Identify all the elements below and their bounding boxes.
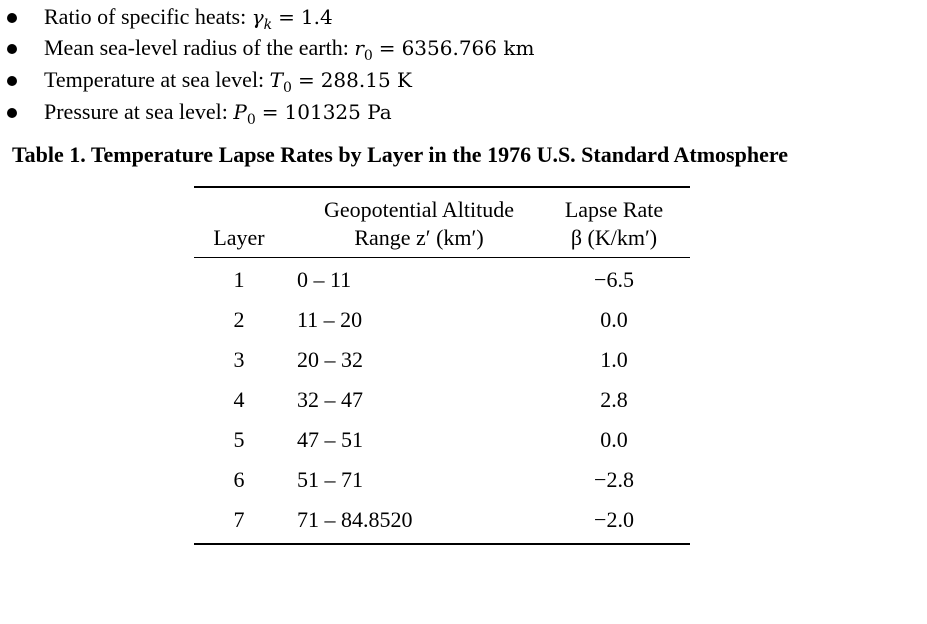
list-item-value: 101325 Pa (284, 100, 392, 124)
list-item (0, 97, 900, 127)
cell-range: 0 – 11 (297, 267, 352, 292)
table-row (194, 340, 690, 380)
equals-sign: = (261, 100, 279, 124)
math-subscript: 0 (283, 80, 292, 96)
header-lapse-rate (549, 196, 679, 252)
math-subscript: 0 (363, 48, 373, 64)
table-row (194, 380, 690, 420)
equals-sign: = (278, 5, 295, 29)
list-item-text (44, 33, 534, 66)
math-subscript: k (263, 17, 273, 33)
list-item-label: Pressure at sea level: (44, 99, 234, 124)
list-item-label: Ratio of specific heats: (44, 4, 252, 29)
table-caption: Table 1. Temperature Lapse Rates by Layer in the 1976 U.S. Standard Atmosphere (12, 142, 788, 167)
cell-layer: 3 (233, 347, 245, 372)
math-symbol: r (354, 36, 364, 60)
list-item-value: 6356.766 km (401, 36, 535, 60)
bullet-icon (7, 108, 17, 118)
cell-range: 20 – 32 (297, 347, 363, 372)
cell-range: 32 – 47 (297, 387, 363, 412)
table-row (194, 500, 690, 540)
list-item-text (44, 65, 412, 98)
list-item-label: Temperature at sea level: (44, 67, 270, 92)
list-item (0, 2, 900, 32)
cell-layer: 6 (233, 467, 245, 492)
list-item (0, 33, 900, 63)
math-symbol: T (269, 68, 284, 92)
cell-range: 51 – 71 (297, 467, 363, 492)
table-bottom-rule (194, 543, 690, 545)
math-symbol: γ (251, 5, 264, 29)
list-item-value: 1.4 (300, 5, 333, 29)
list-item-label: Mean sea-level radius of the earth: (44, 35, 355, 60)
cell-rate: 1.0 (600, 347, 628, 372)
bullet-icon (7, 76, 17, 86)
cell-rate: −2.0 (594, 507, 634, 532)
header-altitude-line2: Range z′ (km′) (354, 225, 484, 250)
list-item-text (44, 97, 392, 130)
header-altitude-line1: Geopotential Altitude (323, 197, 515, 222)
cell-layer: 2 (233, 307, 245, 332)
header-altitude-range (284, 196, 554, 252)
cell-rate: 0.0 (600, 307, 628, 332)
table-row (194, 260, 690, 300)
cell-range: 47 – 51 (297, 427, 363, 452)
equals-sign: = (297, 68, 315, 92)
header-rate-line2: β (K/km′) (570, 225, 658, 250)
bullet-icon (7, 44, 17, 54)
math-symbol: P (233, 100, 247, 124)
table-row (194, 460, 690, 500)
cell-rate: −2.8 (594, 467, 634, 492)
header-rate-line1: Lapse Rate (564, 197, 664, 222)
list-item-text (44, 2, 333, 35)
table-header-rule (194, 257, 690, 258)
cell-rate: 2.8 (600, 387, 628, 412)
cell-range: 71 – 84.8520 (297, 507, 413, 532)
cell-layer: 4 (233, 387, 245, 412)
math-subscript: 0 (246, 112, 256, 128)
cell-rate: −6.5 (594, 267, 634, 292)
table-row (194, 300, 690, 340)
cell-layer: 5 (233, 427, 245, 452)
header-layer: Layer (213, 225, 265, 250)
table-row (194, 420, 690, 460)
list-item-value: 288.15 K (320, 68, 412, 92)
list-item (0, 65, 900, 95)
cell-layer: 7 (233, 507, 245, 532)
equals-sign: = (378, 36, 396, 60)
cell-rate: 0.0 (600, 427, 628, 452)
cell-layer: 1 (233, 267, 245, 292)
bullet-icon (7, 13, 17, 23)
table-top-rule (194, 186, 690, 188)
cell-range: 11 – 20 (297, 307, 363, 332)
